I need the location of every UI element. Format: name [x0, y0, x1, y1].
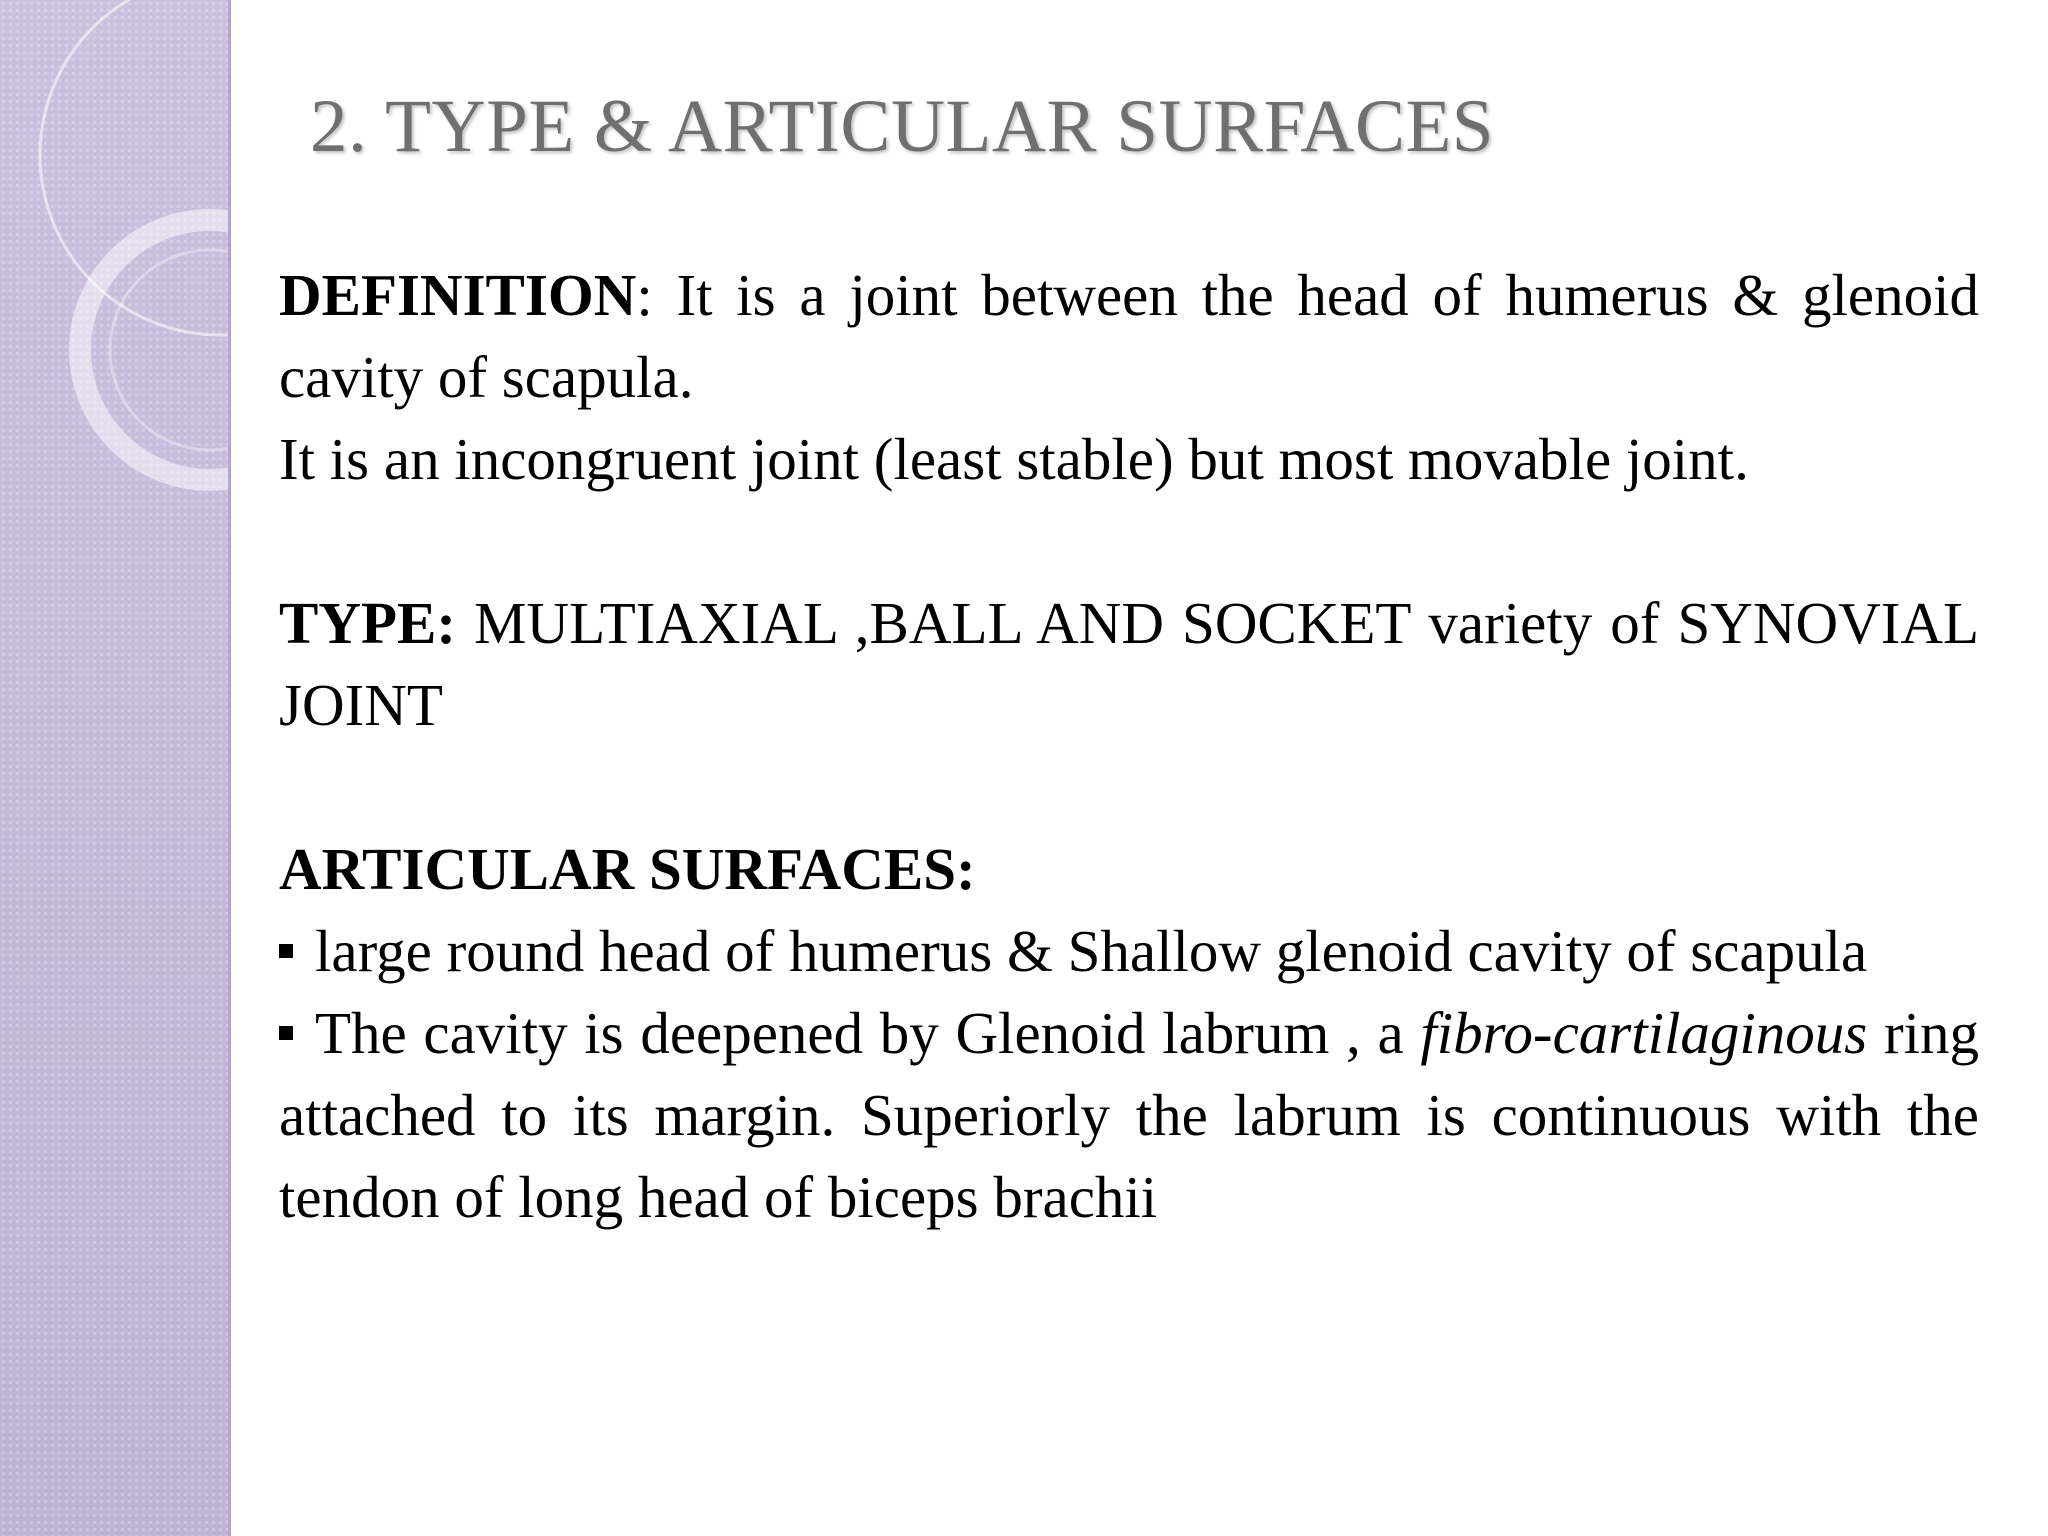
decorative-rings — [0, 0, 228, 1536]
articular-surfaces-label: ARTICULAR SURFACES: — [279, 836, 976, 902]
sidebar-divider — [228, 0, 231, 1536]
articular-surfaces-heading — [279, 828, 1979, 910]
definition-paragraph — [279, 254, 1979, 418]
slide-title: 2. TYPE & ARTICULAR SURFACES — [310, 85, 1495, 168]
spacer — [279, 746, 1979, 828]
square-bullet-icon — [279, 1026, 293, 1040]
square-bullet-icon — [279, 944, 293, 958]
spacer — [279, 500, 1979, 582]
slide-body — [279, 254, 1979, 1238]
type-text: MULTIAXIAL ,BALL AND SOCKET variety of SYNOVIAL JOINT — [279, 590, 1979, 738]
bullet-1-text: large round head of humerus & Shallow glenoid cavity of scapula — [315, 918, 1868, 984]
type-label: TYPE: — [279, 590, 456, 656]
bullet-2-text-end: ring attached to its margin. Superiorly the labrum is continuous with the tendon of long head of biceps brachii — [279, 1000, 1979, 1230]
decorative-sidebar — [0, 0, 228, 1536]
bullet-2-text-start: The cavity is deepened by Glenoid labrum , a — [315, 1000, 1421, 1066]
bullet-item-2 — [279, 992, 1979, 1238]
definition-label: DEFINITION — [279, 262, 637, 328]
type-paragraph — [279, 582, 1979, 746]
definition-text: : It is a joint between the head of humerus & glenoid cavity of scapula. — [279, 262, 1979, 410]
definition-line-2: It is an incongruent joint (least stable) but most movable joint. — [279, 426, 1749, 492]
bullet-2-italic-term: fibro-cartilaginous — [1420, 1000, 1868, 1066]
bullet-item-1 — [279, 910, 1979, 992]
